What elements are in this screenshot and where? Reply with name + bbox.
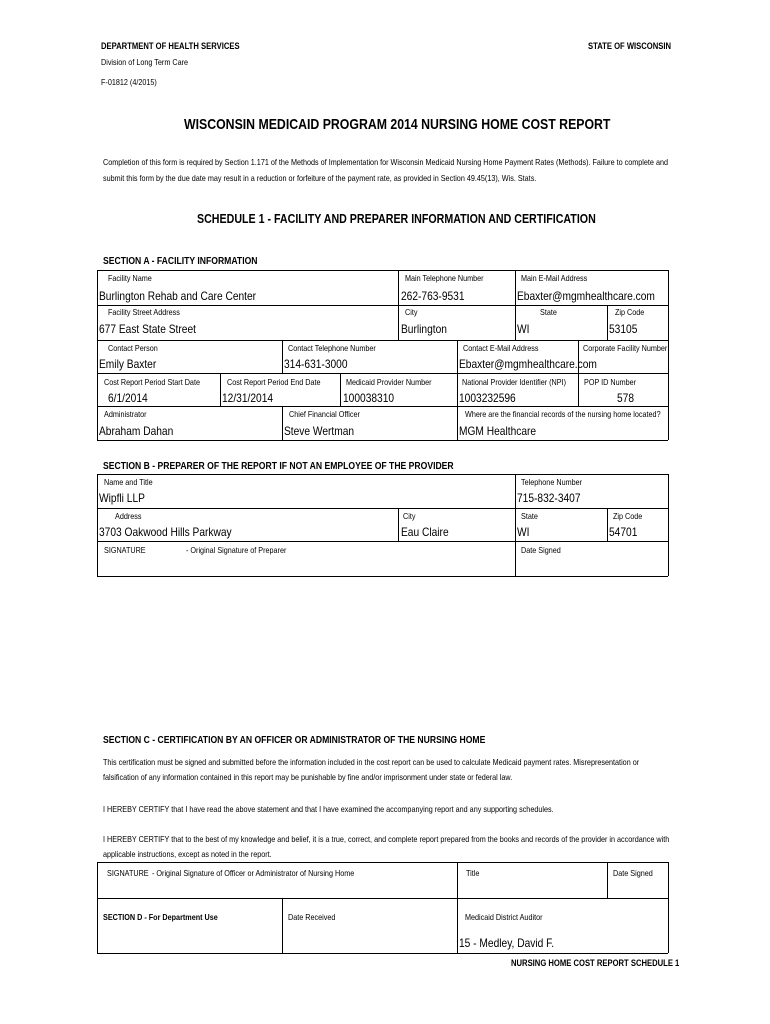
footer-label: NURSING HOME COST REPORT SCHEDULE 1 — [511, 958, 680, 968]
preparer-signature-note: - Original Signature of Preparer — [186, 545, 287, 555]
officer-signature-label: SIGNATURE — [107, 868, 149, 878]
administrator-value[interactable]: Abraham Dahan — [99, 424, 174, 438]
division-name: Division of Long Term Care — [101, 57, 189, 67]
preparer-zip-value[interactable]: 54701 — [609, 525, 638, 539]
section-b-title: SECTION B - PREPARER OF THE REPORT IF NOT AN EMPLOYEE OF THE PROVIDER — [103, 460, 454, 472]
section-d-title: SECTION D - For Department Use — [103, 912, 218, 922]
section-a-title: SECTION A - FACILITY INFORMATION — [103, 255, 258, 267]
corp-number-label: Corporate Facility Number — [583, 343, 668, 353]
contact-person-value[interactable]: Emily Baxter — [99, 357, 157, 371]
page-title: WISCONSIN MEDICAID PROGRAM 2014 NURSING HOME COST REPORT — [184, 116, 611, 133]
contact-email-value[interactable]: Ebaxter@mgmhealthcare.com — [459, 357, 597, 371]
main-email-value[interactable]: Ebaxter@mgmhealthcare.com — [517, 289, 655, 303]
facility-name-value[interactable]: Burlington Rehab and Care Center — [99, 289, 257, 303]
preparer-zip-label: Zip Code — [613, 511, 643, 521]
preparer-phone-label: Telephone Number — [521, 477, 583, 487]
npi-label: National Provider Identifier (NPI) — [462, 377, 567, 387]
department-name: DEPARTMENT OF HEALTH SERVICES — [101, 41, 240, 51]
auditor-label: Medicaid District Auditor — [465, 912, 543, 922]
preparer-name-value[interactable]: Wipfli LLP — [99, 491, 145, 505]
preparer-phone-value[interactable]: 715-832-3407 — [517, 491, 581, 505]
city-value[interactable]: Burlington — [401, 322, 447, 336]
intro-line-2: submit this form by the due date may result in a reduction or forfeiture of the payment rate, as provided in Section 49.45(13), Wis. Stats. — [103, 173, 537, 183]
certification-para-2: I HEREBY CERTIFY that I have read the above statement and that I have examined the accompanying report and any supporting schedules. — [103, 804, 554, 814]
date-received-label: Date Received — [288, 912, 336, 922]
certification-para-1a: This certification must be signed and submitted before the information included in the cost report can be used to calculate Medicaid payment rates. Misrepresentation or — [103, 757, 640, 767]
preparer-address-value[interactable]: 3703 Oakwood Hills Parkway — [99, 525, 232, 539]
state-value[interactable]: WI — [517, 322, 530, 336]
medicaid-id-value[interactable]: 100038310 — [343, 391, 395, 405]
main-phone-label: Main Telephone Number — [405, 273, 484, 283]
state-name: STATE OF WISCONSIN — [588, 41, 672, 51]
section-c-title: SECTION C - CERTIFICATION BY AN OFFICER OR ADMINISTRATOR OF THE NURSING HOME — [103, 734, 486, 746]
preparer-city-label: City — [403, 511, 416, 521]
preparer-date-signed-label: Date Signed — [521, 545, 561, 555]
cfo-label: Chief Financial Officer — [289, 409, 360, 419]
preparer-signature-label: SIGNATURE — [104, 545, 146, 555]
preparer-state-label: State — [521, 511, 538, 521]
auditor-value: 15 - Medley, David F. — [459, 936, 555, 950]
preparer-city-value[interactable]: Eau Claire — [401, 525, 449, 539]
city-label: City — [405, 307, 418, 317]
contact-email-label: Contact E-Mail Address — [463, 343, 539, 353]
records-location-value[interactable]: MGM Healthcare — [459, 424, 537, 438]
preparer-name-label: Name and Title — [104, 477, 153, 487]
certification-para-3a: I HEREBY CERTIFY that to the best of my knowledge and belief, it is a true, correct, and complete report prepared from the books and records of the provider in accordance with — [103, 834, 670, 844]
npi-value[interactable]: 1003232596 — [459, 391, 516, 405]
officer-signature-note: - Original Signature of Officer or Administrator of Nursing Home — [152, 868, 355, 878]
records-location-label: Where are the financial records of the nursing home located? — [465, 409, 661, 419]
schedule-title: SCHEDULE 1 - FACILITY AND PREPARER INFORMATION AND CERTIFICATION — [197, 211, 596, 226]
period-start-value[interactable]: 6/1/2014 — [108, 391, 148, 405]
facility-name-label: Facility Name — [108, 273, 152, 283]
officer-date-signed-label: Date Signed — [613, 868, 653, 878]
intro-line-1: Completion of this form is required by Section 1.171 of the Methods of Implementation for Wisconsin Medicaid Nursing Home Payment Rates (Methods). Failure to complete and — [103, 157, 669, 167]
zip-label: Zip Code — [615, 307, 645, 317]
administrator-label: Administrator — [104, 409, 147, 419]
preparer-address-label: Address — [115, 511, 142, 521]
main-phone-value[interactable]: 262-763-9531 — [401, 289, 465, 303]
certification-para-1b: falsification of any information contained in this report may be punishable by fine and/or imprisonment under state or federal law. — [103, 772, 513, 782]
street-label: Facility Street Address — [108, 307, 180, 317]
contact-phone-value[interactable]: 314-631-3000 — [284, 357, 348, 371]
cfo-value[interactable]: Steve Wertman — [284, 424, 355, 438]
period-end-value[interactable]: 12/31/2014 — [222, 391, 274, 405]
officer-title-label: Title — [466, 868, 480, 878]
medicaid-id-label: Medicaid Provider Number — [346, 377, 432, 387]
period-start-label: Cost Report Period Start Date — [104, 377, 200, 387]
state-label: State — [540, 307, 557, 317]
preparer-state-value[interactable]: WI — [517, 525, 530, 539]
street-value[interactable]: 677 East State Street — [99, 322, 196, 336]
contact-phone-label: Contact Telephone Number — [288, 343, 376, 353]
form-number: F-01812 (4/2015) — [101, 77, 157, 87]
period-end-label: Cost Report Period End Date — [227, 377, 321, 387]
contact-person-label: Contact Person — [108, 343, 158, 353]
pop-id-value[interactable]: 578 — [617, 391, 635, 405]
certification-para-3b: applicable instructions, except as noted in the report. — [103, 849, 272, 859]
zip-value[interactable]: 53105 — [609, 322, 638, 336]
pop-id-label: POP ID Number — [584, 377, 637, 387]
main-email-label: Main E-Mail Address — [521, 273, 588, 283]
